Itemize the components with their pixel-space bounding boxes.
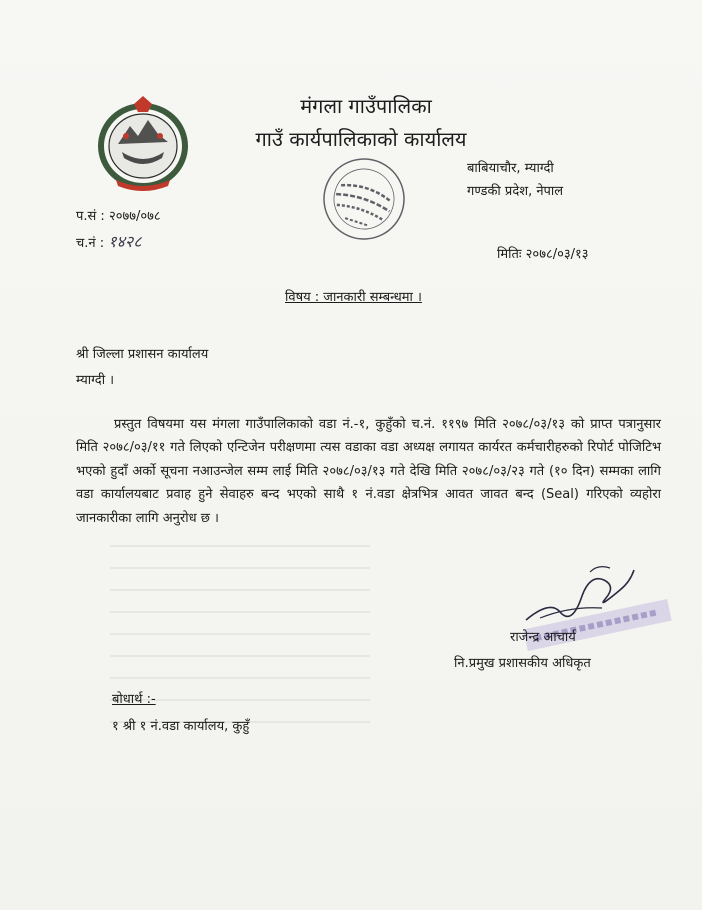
office-title: मंगला गाउँपालिका	[300, 94, 432, 118]
letter-date: मितिः २०७८/०३/१३	[497, 247, 589, 262]
letter-subject: विषय : जानकारी सम्बन्धमा ।	[285, 290, 422, 305]
signer-title: नि.प्रमुख प्रशासकीय अधिकृत	[454, 656, 591, 671]
office-subtitle: गाउँ कार्यपालिकाको कार्यालय	[255, 127, 467, 151]
addressee-line-1: श्री जिल्ला प्रशासन कार्यालय	[76, 347, 209, 362]
addressee-line-2: म्याग्दी ।	[76, 373, 115, 388]
letter-body: प्रस्तुत विषयमा यस मंगला गाउँपालिकाको वडा नं.-१, कुहुँको च.नं. ११९७ मिति २०७८/०३/१३ को प्राप्त पत्रानुसार मिति २०७८/०३/११ गते लिएको एन्टिजेन परीक्षणमा त्यस वडाका वडा अध्यक्ष लगायत कार्यरत कर्मचारीहरुको रिपोर्ट पोजिटिभ भएको हुदाँ अर्को सूचना नआउन्जेल सम्म लाई मिति २०७८/०३/१३ गते देखि मिति २०७८/०३/२३ गते (१० दिन) सम्मका लागि वडा कार्यालयबाट प्रवाह हुने सेवाहरु बन्द भएको साथै १ नं.वडा क्षेत्रभित्र आवत जावत बन्द (Seal) गरिएको व्यहोरा जानकारीका लागि अनुरोध छ ।	[76, 417, 661, 526]
dispatch-label: च.नं :	[76, 236, 105, 251]
cc-heading: बोधार्थ :-	[112, 692, 156, 707]
signer-name: राजेन्द्र आचार्य	[510, 630, 576, 645]
office-seal-stamp	[318, 153, 410, 245]
address-line-2: गण्डकी प्रदेश, नेपाल	[467, 184, 564, 199]
dispatch-number: १४२८	[108, 232, 142, 251]
address-line-1: बाबियाचौर, म्याग्दी	[467, 161, 554, 176]
fiscal-year-ref: प.सं : २०७७/०७८	[76, 209, 161, 224]
cc-item: १ श्री १ नं.वडा कार्यालय, कुहुँ	[112, 719, 250, 734]
dispatch-ref	[76, 230, 142, 252]
